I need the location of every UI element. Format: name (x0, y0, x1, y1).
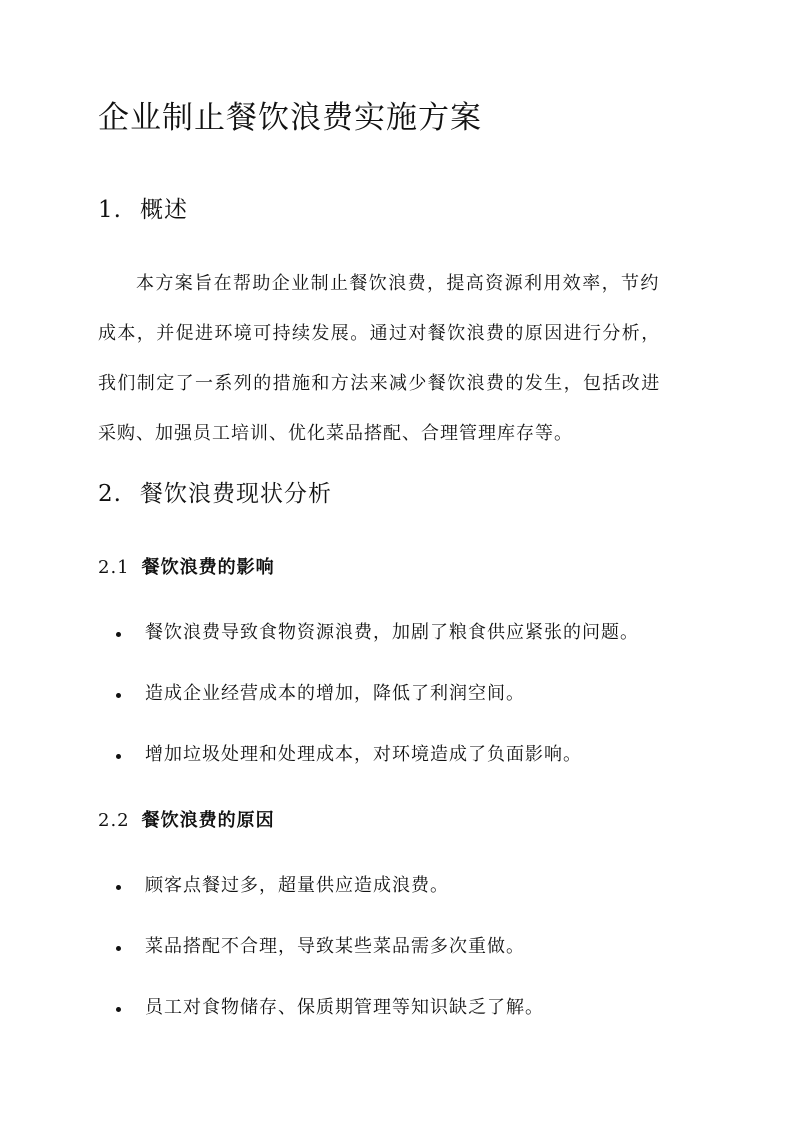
subsection-heading-impact (98, 555, 275, 581)
paragraph-line: 采购、加强员工培训、优化菜品搭配、合理管理库存等。 (98, 423, 573, 444)
paragraph-line: 成本，并促进环境可持续发展。通过对餐饮浪费的原因进行分析， (98, 323, 661, 344)
paragraph-line: 我们制定了一系列的措施和方法来减少餐饮浪费的发生，包括改进 (98, 373, 661, 394)
list-item-text: 顾客点餐过多，超量供应造成浪费。 (145, 875, 449, 896)
section-heading-overview (98, 194, 188, 226)
bullet-icon (116, 693, 121, 698)
bullet-icon (116, 754, 121, 759)
overview-paragraph (98, 266, 704, 466)
document-title: 企业制止餐饮浪费实施方案 (98, 100, 482, 136)
section-title: 餐饮浪费现状分析 (139, 481, 332, 507)
subsection-title: 餐饮浪费的原因 (141, 810, 275, 831)
bullet-icon (116, 885, 121, 890)
bullet-icon (116, 1007, 121, 1012)
section-heading-analysis (98, 478, 332, 510)
list-item-text: 菜品搭配不合理，导致某些菜品需多次重做。 (145, 936, 525, 957)
subsection-heading-causes (98, 808, 275, 834)
section-title: 概述 (139, 197, 188, 223)
section-number: 1. (98, 197, 122, 223)
section-number: 2. (98, 481, 122, 507)
bullet-icon (116, 632, 121, 637)
bullet-icon (116, 946, 121, 951)
subsection-number: 2.2 (98, 810, 130, 831)
list-item-text: 员工对食物储存、保质期管理等知识缺乏了解。 (145, 997, 544, 1018)
subsection-title: 餐饮浪费的影响 (141, 557, 275, 578)
list-item-text: 造成企业经营成本的增加，降低了利润空间。 (145, 683, 525, 704)
list-item-text: 增加垃圾处理和处理成本，对环境造成了负面影响。 (145, 744, 582, 765)
subsection-number: 2.1 (98, 557, 130, 578)
list-item-text: 餐饮浪费导致食物资源浪费，加剧了粮食供应紧张的问题。 (145, 622, 639, 643)
paragraph-line: 本方案旨在帮助企业制止餐饮浪费，提高资源利用效率，节约 (136, 273, 660, 294)
